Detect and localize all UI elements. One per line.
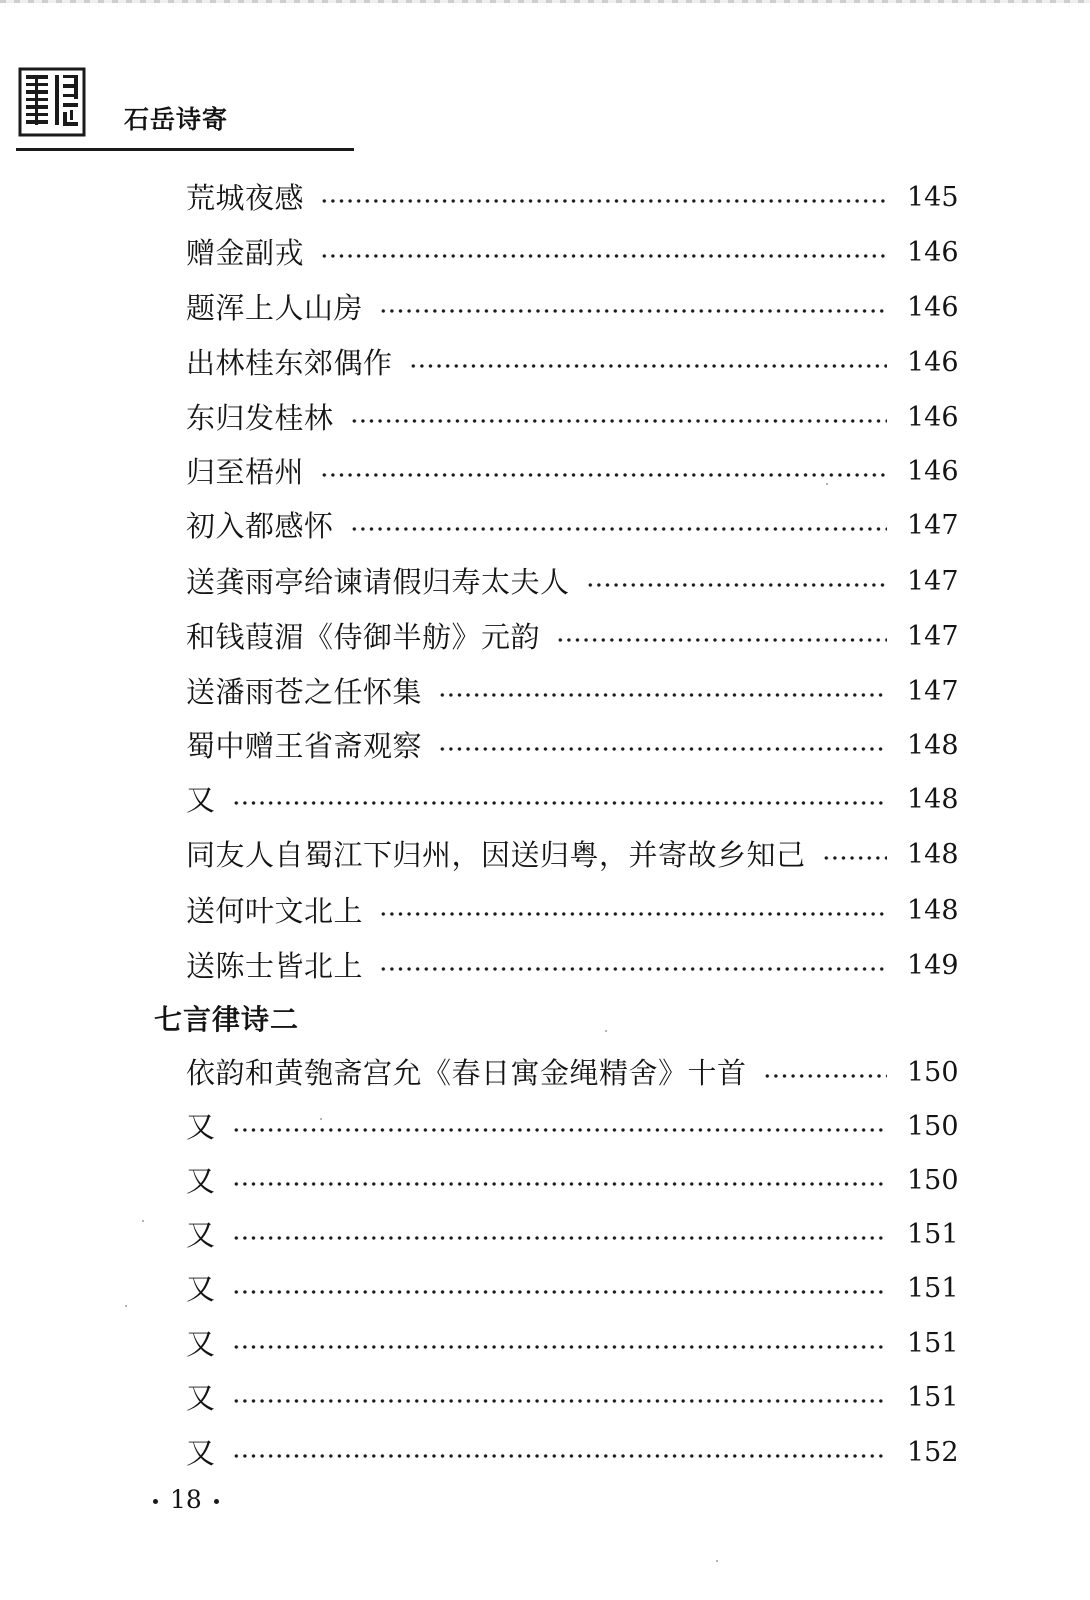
entry-page-number: 150: [907, 1057, 959, 1088]
toc-entry: [186, 946, 959, 986]
dot-leader: [379, 309, 887, 313]
entry-title: 又: [186, 1110, 216, 1144]
dot-leader: [232, 801, 887, 805]
dot-leader: [350, 527, 887, 531]
scan-speck: [716, 1560, 718, 1562]
entry-page-number: 148: [907, 895, 959, 926]
entry-title: 送龚雨亭给谏请假归寿太夫人: [186, 565, 570, 599]
entry-title: 又: [186, 1436, 216, 1470]
entry-page-number: 150: [907, 1165, 959, 1196]
entry-title: 又: [186, 1272, 216, 1306]
toc-entry: [186, 726, 959, 766]
dot-leader: [232, 1454, 887, 1458]
entry-title: 依韵和黄匏斋宫允《春日寓金绳精舍》十首: [186, 1056, 747, 1090]
dot-leader: [438, 747, 887, 751]
folio-bullet: [153, 1499, 158, 1504]
entry-title: 题浑上人山房: [186, 291, 364, 325]
toc-entry: [186, 343, 959, 383]
entry-page-number: 146: [907, 347, 959, 378]
toc-entry: [186, 398, 959, 438]
toc-entry: [186, 233, 959, 273]
entry-page-number: 147: [907, 510, 959, 541]
entry-title: 荒城夜感: [186, 181, 305, 215]
folio-bullet: [214, 1499, 219, 1504]
toc-entry: [186, 1378, 959, 1418]
toc-entry: [186, 891, 959, 931]
dot-leader: [232, 1290, 887, 1294]
toc-entry: [186, 506, 959, 546]
entry-page-number: 148: [907, 839, 959, 870]
entry-title: 东归发桂林: [186, 401, 334, 435]
entry-title: 又: [186, 1381, 216, 1415]
dot-leader: [379, 912, 887, 916]
toc-entry: [186, 1324, 959, 1364]
entry-title: 送潘雨苍之任怀集: [186, 675, 423, 709]
toc-entry: [186, 562, 959, 602]
toc-entry: [186, 617, 959, 657]
scan-speck: [826, 483, 828, 485]
dot-leader: [763, 1074, 887, 1078]
toc-entry: [186, 1215, 959, 1255]
entry-title: 送何叶文北上: [186, 894, 364, 928]
entry-page-number: 150: [907, 1111, 959, 1142]
toc-entry: [186, 780, 959, 820]
dot-leader: [586, 583, 887, 587]
entry-title: 和钱葭湄《侍御半舫》元韵: [186, 620, 541, 654]
page-number: 18: [170, 1485, 202, 1514]
entry-page-number: 147: [907, 566, 959, 597]
entry-page-number: 148: [907, 784, 959, 815]
dot-leader: [232, 1236, 887, 1240]
entry-title: 蜀中赠王省斋观察: [186, 729, 423, 763]
entry-page-number: 147: [907, 621, 959, 652]
entry-page-number: 151: [907, 1273, 959, 1304]
entry-page-number: 145: [907, 182, 959, 213]
entry-title: 同友人自蜀江下归州，因送归粤，并寄故乡知己: [186, 838, 806, 872]
toc-entry: [186, 288, 959, 328]
scan-speck: [605, 1030, 607, 1032]
entry-title: 又: [186, 1164, 216, 1198]
scan-speck: [142, 1220, 144, 1222]
entry-page-number: 152: [907, 1437, 959, 1468]
entry-page-number: 147: [907, 676, 959, 707]
dot-leader: [232, 1128, 887, 1132]
toc-entry: [186, 672, 959, 712]
dot-leader: [320, 254, 887, 258]
scan-speck: [320, 1118, 322, 1120]
entry-title: 又: [186, 1218, 216, 1252]
dot-leader: [556, 638, 887, 642]
entry-page-number: 151: [907, 1382, 959, 1413]
dot-leader: [379, 967, 887, 971]
dot-leader: [232, 1345, 887, 1349]
entry-title: 送陈士皆北上: [186, 949, 364, 983]
toc-entry: [186, 452, 959, 492]
entry-page-number: 146: [907, 456, 959, 487]
running-head-title: 石岳诗寄: [124, 105, 229, 134]
toc-entry: [186, 835, 959, 875]
dot-leader: [822, 856, 887, 860]
dot-leader: [232, 1182, 887, 1186]
entry-page-number: 146: [907, 237, 959, 268]
dot-leader: [438, 693, 887, 697]
scan-speck: [125, 1305, 127, 1307]
dot-leader: [232, 1399, 887, 1403]
entry-title: 又: [186, 783, 216, 817]
toc-entry: [186, 178, 959, 218]
dot-leader: [409, 364, 887, 368]
section-heading: 七言律诗二: [154, 1003, 300, 1036]
entry-title: 赠金副戎: [186, 236, 305, 270]
toc-entry: [186, 1107, 959, 1147]
entry-title: 归至梧州: [186, 455, 305, 489]
entry-title: 又: [186, 1327, 216, 1361]
entry-page-number: 148: [907, 730, 959, 761]
toc-entry: [186, 1433, 959, 1473]
toc-entry: [186, 1053, 959, 1093]
dot-leader: [320, 199, 887, 203]
entry-page-number: 149: [907, 950, 959, 981]
entry-page-number: 151: [907, 1328, 959, 1359]
entry-title: 出林桂东郊偶作: [186, 346, 393, 380]
dot-leader: [350, 419, 887, 423]
entry-page-number: 146: [907, 292, 959, 323]
entry-page-number: 146: [907, 402, 959, 433]
dot-leader: [320, 473, 887, 477]
entry-title: 初入都感怀: [186, 509, 334, 543]
page-folio: [141, 1483, 231, 1517]
toc-entry: [186, 1269, 959, 1309]
toc-entry: [186, 1161, 959, 1201]
entry-page-number: 151: [907, 1219, 959, 1250]
